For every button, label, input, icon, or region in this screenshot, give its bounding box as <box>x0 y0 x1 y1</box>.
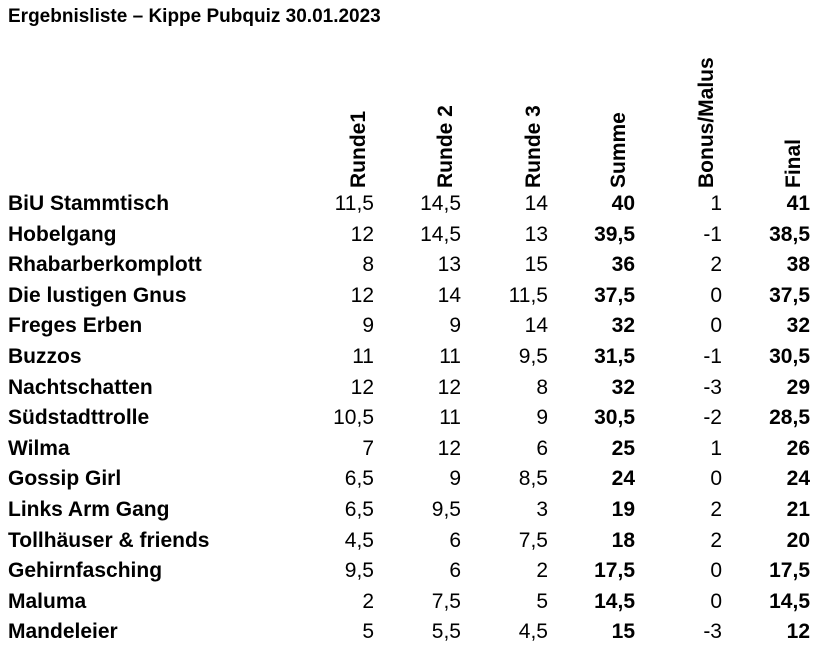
cell-runde3: 11,5 <box>508 283 548 307</box>
cell-summe: 37,5 <box>594 283 635 307</box>
table-row <box>0 587 826 617</box>
team-name: Buzzos <box>8 345 82 368</box>
cell-bonus-malus: 2 <box>710 498 722 521</box>
team-name: Maluma <box>8 589 87 613</box>
team-name: Nachtschatten <box>8 375 153 399</box>
table-row <box>0 434 826 464</box>
cell-bonus-malus: 0 <box>710 314 722 338</box>
cell-final: 20 <box>786 528 810 552</box>
cell-summe: 32 <box>611 375 635 399</box>
cell-runde1: 12 <box>350 375 374 399</box>
cell-bonus-malus: -3 <box>703 620 722 644</box>
cell-runde2: 11 <box>439 406 461 430</box>
cell-bonus-malus: 0 <box>710 283 722 307</box>
cell-runde1: 2 <box>362 589 374 613</box>
cell-runde2: 14,5 <box>420 192 461 215</box>
cell-runde3: 9,5 <box>518 345 548 368</box>
cell-runde1: 12 <box>350 222 374 246</box>
team-name: Südstadttrolle <box>8 406 150 430</box>
cell-runde2: 9 <box>449 314 461 338</box>
team-name: Tollhäuser & friends <box>8 528 210 552</box>
cell-runde2: 9 <box>449 467 461 491</box>
cell-final: 12 <box>786 620 810 644</box>
cell-final: 38 <box>786 253 810 277</box>
cell-runde3: 8,5 <box>518 467 548 491</box>
cell-runde2: 6 <box>449 559 461 583</box>
cell-final: 30,5 <box>769 345 810 368</box>
cell-summe: 15 <box>611 620 635 644</box>
cell-final: 41 <box>786 192 810 215</box>
cell-final: 21 <box>786 498 810 521</box>
table-row <box>0 281 826 311</box>
team-name: Freges Erben <box>8 314 143 338</box>
table-row <box>0 220 826 250</box>
cell-runde2: 7,5 <box>431 589 461 613</box>
table-row <box>0 617 826 647</box>
cell-runde2: 5,5 <box>431 620 461 644</box>
cell-summe: 18 <box>611 528 635 552</box>
team-name: Links Arm Gang <box>8 498 170 521</box>
cell-runde3: 9 <box>536 406 548 430</box>
team-name: BiU Stammtisch <box>8 192 170 215</box>
cell-runde3: 13 <box>524 222 548 246</box>
table-row <box>0 189 826 219</box>
page-title: Ergebnisliste – Kippe Pubquiz 30.01.2023 <box>8 6 381 27</box>
table-row <box>0 495 826 525</box>
cell-runde1: 5 <box>362 620 374 644</box>
cell-summe: 39,5 <box>594 222 635 246</box>
cell-runde3: 6 <box>536 436 548 460</box>
cell-final: 37,5 <box>769 283 810 307</box>
cell-runde1: 6,5 <box>344 498 374 521</box>
cell-final: 14,5 <box>769 589 810 613</box>
team-name: Rhabarberkomplott <box>8 253 202 277</box>
cell-final: 29 <box>786 375 810 399</box>
cell-bonus-malus: 0 <box>710 467 722 491</box>
cell-bonus-malus: -1 <box>703 345 722 368</box>
cell-runde1: 11,5 <box>334 192 374 215</box>
cell-summe: 25 <box>611 436 635 460</box>
cell-final: 17,5 <box>769 559 810 583</box>
team-name: Die lustigen Gnus <box>8 283 187 307</box>
cell-summe: 31,5 <box>594 345 635 368</box>
cell-summe: 19 <box>611 498 635 521</box>
cell-runde3: 15 <box>524 253 548 277</box>
cell-runde3: 2 <box>536 559 548 583</box>
cell-bonus-malus: -2 <box>703 406 722 430</box>
cell-summe: 24 <box>611 467 635 491</box>
table-row <box>0 556 826 586</box>
cell-runde3: 5 <box>536 589 548 613</box>
table-row <box>0 373 826 403</box>
cell-runde1: 11 <box>352 345 374 368</box>
cell-runde3: 14 <box>524 314 548 338</box>
cell-summe: 32 <box>611 314 635 338</box>
cell-runde1: 9 <box>362 314 374 338</box>
cell-runde2: 12 <box>437 436 461 460</box>
cell-runde2: 14 <box>437 283 461 307</box>
cell-runde1: 9,5 <box>344 559 374 583</box>
cell-runde1: 12 <box>350 283 374 307</box>
cell-bonus-malus: 1 <box>710 192 722 215</box>
cell-final: 38,5 <box>769 222 810 246</box>
team-name: Wilma <box>8 436 70 460</box>
team-name: Gehirnfasching <box>8 559 163 583</box>
table-row <box>0 250 826 280</box>
cell-summe: 14,5 <box>594 589 635 613</box>
cell-bonus-malus: 1 <box>710 436 722 460</box>
cell-final: 28,5 <box>769 406 810 430</box>
cell-runde2: 6 <box>449 528 461 552</box>
table-row <box>0 464 826 494</box>
cell-runde2: 13 <box>437 253 461 277</box>
cell-runde1: 6,5 <box>344 467 374 491</box>
cell-runde1: 8 <box>362 253 374 277</box>
cell-runde1: 10,5 <box>333 406 374 430</box>
cell-runde1: 4,5 <box>344 528 374 552</box>
cell-runde3: 4,5 <box>518 620 548 644</box>
cell-final: 32 <box>786 314 810 338</box>
cell-final: 24 <box>786 467 810 491</box>
cell-runde2: 12 <box>437 375 461 399</box>
cell-summe: 30,5 <box>594 406 635 430</box>
cell-bonus-malus: 0 <box>710 589 722 613</box>
cell-summe: 17,5 <box>594 559 635 583</box>
cell-runde3: 14 <box>524 192 548 215</box>
team-name: Mandeleier <box>8 620 118 644</box>
cell-bonus-malus: 2 <box>710 528 722 552</box>
cell-runde3: 7,5 <box>518 528 548 552</box>
table-row <box>0 311 826 341</box>
cell-final: 26 <box>786 436 810 460</box>
cell-runde1: 7 <box>362 436 374 460</box>
team-name: Gossip Girl <box>8 467 122 491</box>
cell-runde2: 14,5 <box>420 222 461 246</box>
cell-runde3: 3 <box>536 498 548 521</box>
cell-runde2: 11 <box>439 345 461 368</box>
table-row <box>0 342 826 372</box>
cell-bonus-malus: 0 <box>710 559 722 583</box>
team-name: Hobelgang <box>8 222 117 246</box>
table-row <box>0 403 826 433</box>
cell-bonus-malus: -3 <box>703 375 722 399</box>
cell-summe: 36 <box>611 253 635 277</box>
table-row <box>0 526 826 556</box>
cell-summe: 40 <box>611 192 635 215</box>
cell-bonus-malus: 2 <box>710 253 722 277</box>
cell-runde2: 9,5 <box>431 498 461 521</box>
cell-runde3: 8 <box>536 375 548 399</box>
cell-bonus-malus: -1 <box>703 222 722 246</box>
